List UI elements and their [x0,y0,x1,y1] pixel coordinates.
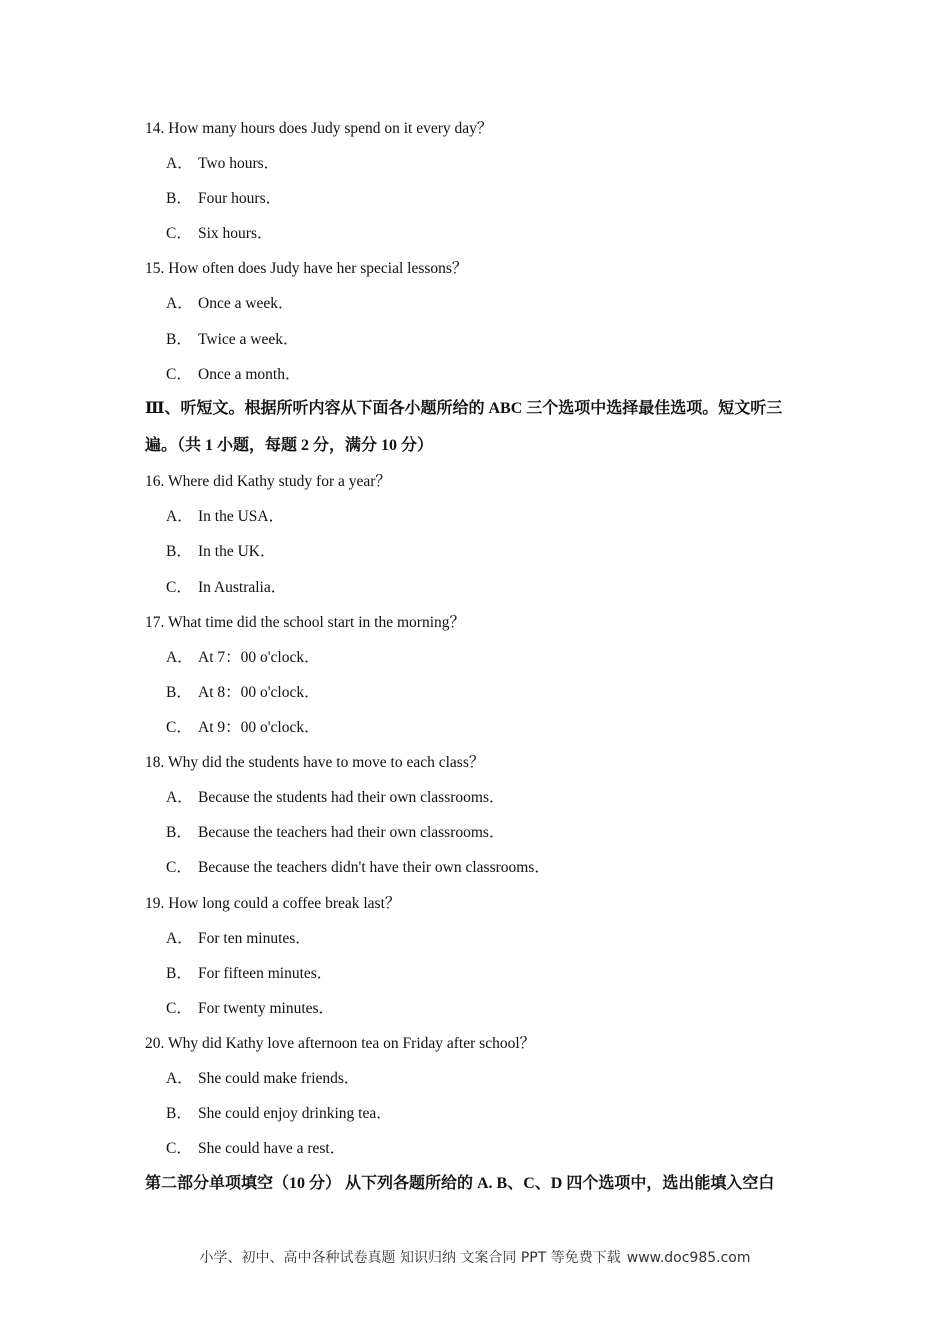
option-letter: C． [166,859,192,876]
option-text: Once a month． [198,366,301,383]
question-19: 19. How long could a coffee break last？ [145,895,401,912]
option-text: For fifteen minutes． [198,965,333,982]
option-letter: C． [166,1000,192,1017]
question-15: 15. How often does Judy have her special lessons？ [145,260,468,277]
option-letter: A． [166,649,193,666]
option-14-a [166,154,279,174]
option-text: Once a week． [198,295,294,312]
option-15-b [166,330,298,350]
option-letter: A． [166,295,193,312]
option-text: In the UK． [198,543,276,560]
option-letter: B． [166,331,192,348]
option-14-b [166,189,281,209]
section-3-heading-line-2: 遍。（共 1 小题，每题 2 分，满分 10 分） [145,437,434,454]
option-letter: C． [166,366,192,383]
question-17: 17. What time did the school start in the morning？ [145,614,465,631]
option-text: In Australia． [198,579,287,596]
option-text: For twenty minutes． [198,1000,335,1017]
option-18-c [166,858,550,878]
option-text: She could have a rest． [198,1140,346,1157]
option-letter: A． [166,789,193,806]
option-letter: A． [166,155,193,172]
option-text: At 8：00 o'clock． [198,684,320,701]
option-text: She could enjoy drinking tea． [198,1105,392,1122]
option-15-c [166,365,300,385]
option-16-a [166,507,284,527]
option-letter: B． [166,684,192,701]
option-letter: A． [166,1070,193,1087]
option-letter: B． [166,543,192,560]
option-16-b [166,542,276,562]
option-text: Because the teachers didn't have their own classrooms． [198,859,550,876]
option-text: She could make friends． [198,1070,360,1087]
option-letter: B． [166,1105,192,1122]
question-18: 18. Why did the students have to move to each class？ [145,754,485,771]
section-3-heading-line-1: Ⅲ、听短文。根据所听内容从下面各小题所给的 ABC 三个选项中选择最佳选项。短文听三 [145,400,783,417]
option-17-a [166,648,320,668]
option-18-a [166,788,505,808]
option-text: Two hours． [198,155,280,172]
option-20-a [166,1069,359,1089]
question-20: 20. Why did Kathy love afternoon tea on Friday after school？ [145,1035,536,1052]
option-20-b [166,1104,392,1124]
option-text: At 9：00 o'clock． [198,719,320,736]
option-16-c [166,578,286,598]
option-letter: B． [166,190,192,207]
option-text: Four hours． [198,190,282,207]
option-19-c [166,999,334,1019]
option-letter: B． [166,824,192,841]
question-14: 14. How many hours does Judy spend on it every day？ [145,120,493,137]
option-letter: C． [166,225,192,242]
page-footer [0,1247,950,1267]
option-text: Because the teachers had their own classrooms． [198,824,505,841]
option-19-a [166,929,311,949]
option-text: For ten minutes． [198,930,311,947]
option-text: Because the students had their own classrooms． [198,789,505,806]
option-18-b [166,823,504,843]
option-text: In the USA． [198,508,285,525]
option-letter: C． [166,1140,192,1157]
footer-text: 小学、初中、高中各种试卷真题 知识归纳 文案合同 PPT 等免费下载 [199,1250,621,1266]
option-letter: B． [166,965,192,982]
option-letter: A． [166,930,193,947]
option-letter: C． [166,579,192,596]
option-letter: A． [166,508,193,525]
option-20-c [166,1139,345,1159]
option-19-b [166,964,332,984]
option-text: At 7：00 o'clock． [198,649,320,666]
question-16: 16. Where did Kathy study for a year？ [145,473,391,490]
option-text: Six hours． [198,225,273,242]
option-letter: C． [166,719,192,736]
option-14-c [166,224,273,244]
option-17-c [166,718,320,738]
option-17-b [166,683,320,703]
footer-url[interactable]: www.doc985.com [626,1250,751,1266]
option-15-a [166,294,294,314]
part-2-heading: 第二部分单项填空（10 分） 从下列各题所给的 A. B、C、D 四个选项中，选出能填入空白 [145,1175,775,1192]
option-text: Twice a week． [198,331,299,348]
